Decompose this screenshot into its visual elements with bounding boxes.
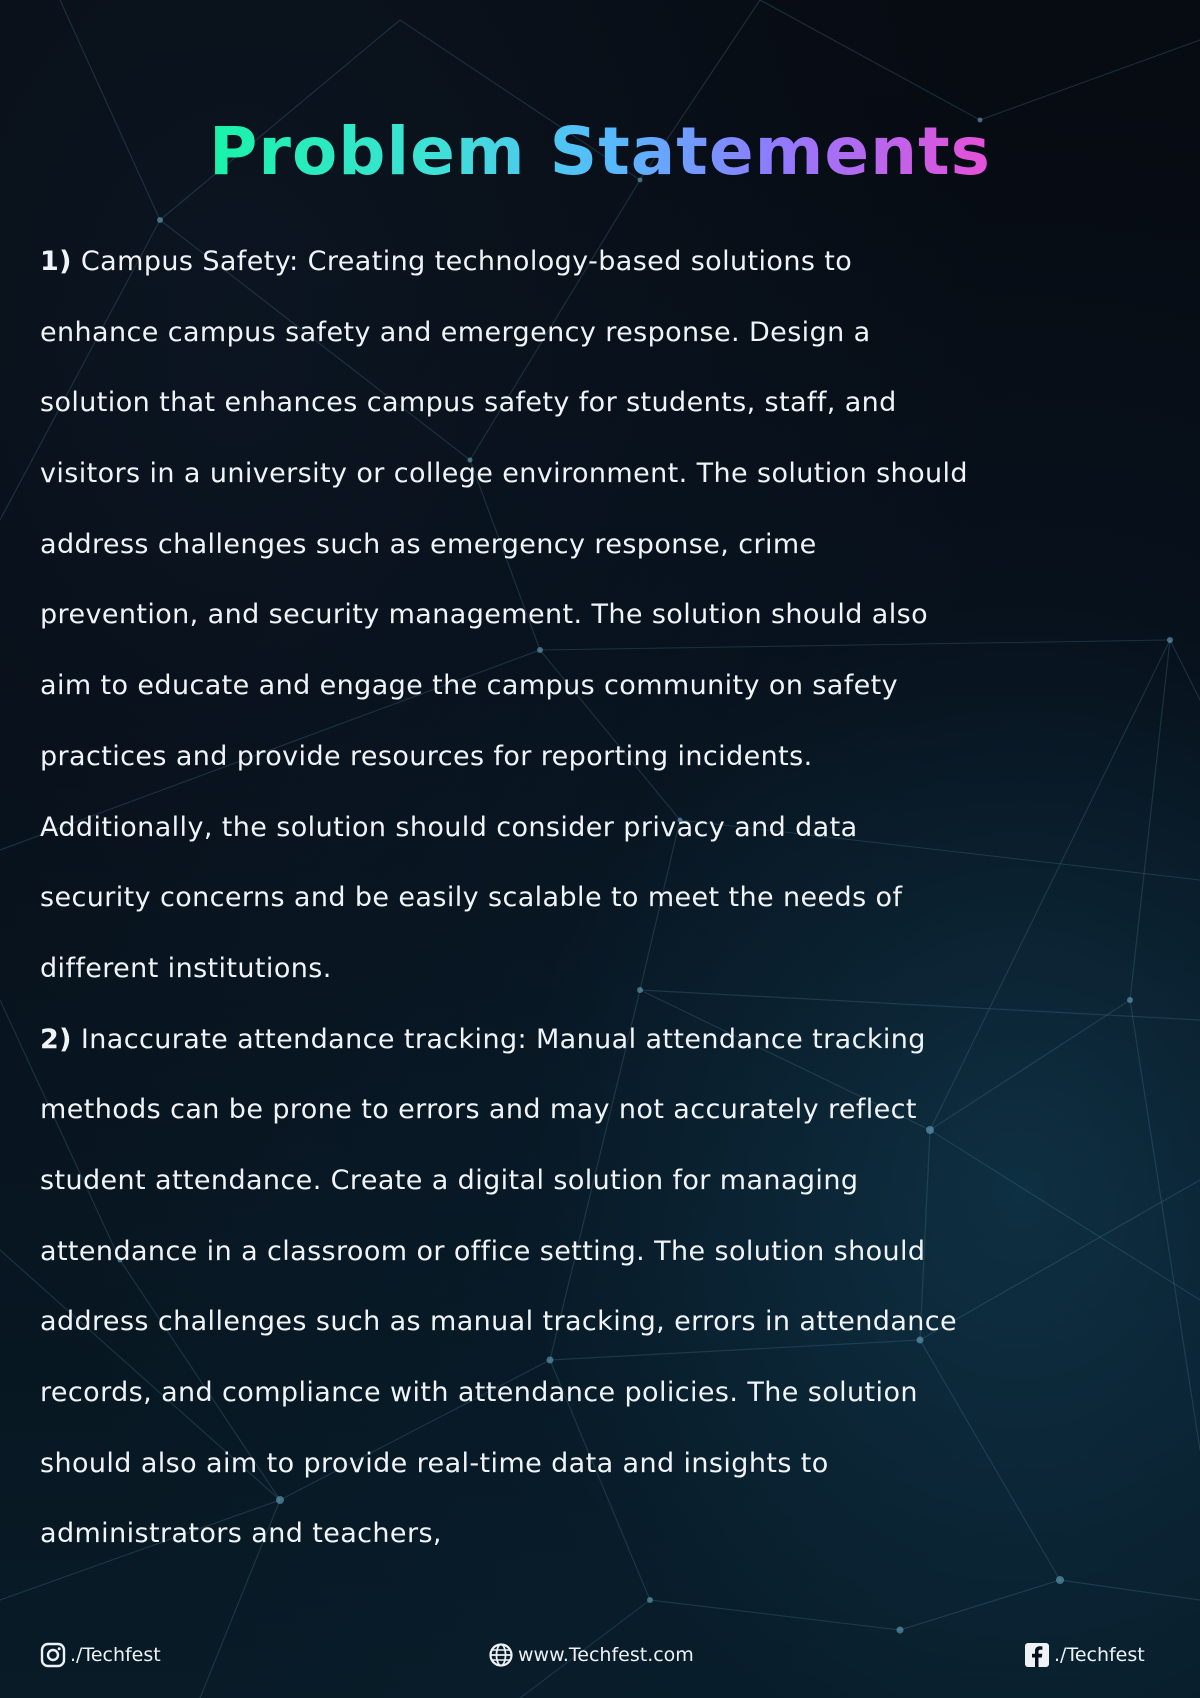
statement-2-line: student attendance. Create a digital solution for managing [40, 1164, 859, 1196]
statement-1-line: address challenges such as emergency response, crime [40, 528, 817, 560]
instagram-handle: ./Techfest [70, 1644, 161, 1666]
facebook-icon [1024, 1642, 1050, 1668]
page-title: Problem Statements [209, 113, 991, 190]
footer-instagram-link[interactable] [40, 1638, 161, 1672]
facebook-handle: ./Techfest [1054, 1644, 1145, 1666]
footer-facebook-link[interactable] [1024, 1638, 1145, 1672]
statement-1-line: different institutions. [40, 952, 332, 984]
statement-1-line: practices and provide resources for reporting incidents. [40, 740, 813, 772]
statement-2-line: records, and compliance with attendance policies. The solution [40, 1377, 918, 1408]
statement-2-line: attendance in a classroom or office setting. The solution should [40, 1235, 926, 1267]
website-url: www.Techfest.com [518, 1644, 694, 1666]
footer-website-link[interactable] [488, 1638, 694, 1672]
problem-statements-body [40, 227, 1170, 1570]
statement-1-line: solution that enhances campus safety for students, staff, and [40, 387, 897, 419]
statement-1-number: 1) [40, 246, 72, 277]
statement-1-line: enhance campus safety and emergency response. Design a [40, 316, 871, 348]
instagram-icon [40, 1642, 66, 1668]
statement-2-line: 2) Inaccurate attendance tracking: Manual attendance tracking [40, 1023, 926, 1055]
statement-1-line: Additionally, the solution should consider privacy and data [40, 811, 858, 843]
statement-2-number: 2) [40, 1023, 72, 1055]
statement-2-line: administrators and teachers, [40, 1518, 442, 1550]
statement-2-line: methods can be prone to errors and may not accurately reflect [40, 1094, 917, 1126]
statement-1-line: 1) Campus Safety: Creating technology-based solutions to [40, 246, 853, 277]
statement-1-line: prevention, and security management. The solution should also [40, 599, 929, 631]
globe-icon [488, 1642, 514, 1668]
statement-1-line: security concerns and be easily scalable to meet the needs of [40, 882, 903, 914]
statement-2-line: should also aim to provide real-time data and insights to [40, 1447, 829, 1479]
statement-2-line: address challenges such as manual tracking, errors in attendance [40, 1306, 958, 1338]
statement-1-line: visitors in a university or college environment. The solution should [40, 458, 968, 490]
statement-1-line: aim to educate and engage the campus community on safety [40, 670, 899, 702]
